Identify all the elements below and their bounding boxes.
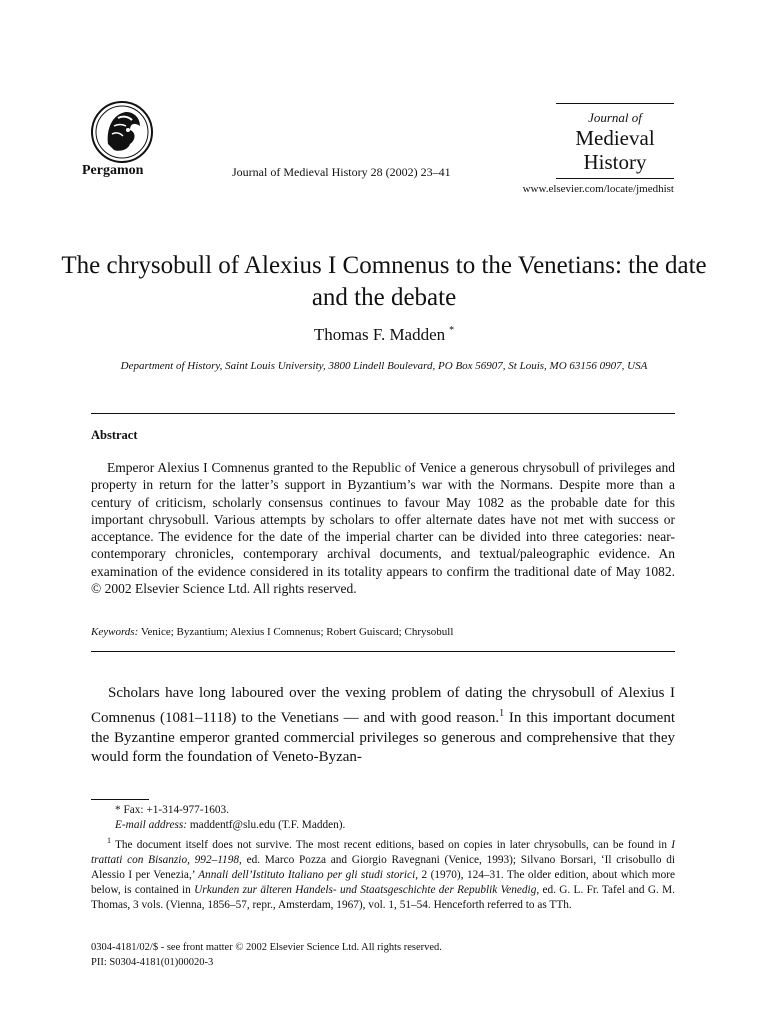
email-label: E-mail address:	[115, 819, 188, 831]
body-paragraph	[91, 684, 675, 768]
footnote-italic-title: I trattati con Bisanzio, 992–1198	[91, 838, 675, 866]
abstract-top-rule	[91, 413, 675, 414]
footnote-1-mark: 1	[107, 836, 111, 845]
abstract-heading: Abstract	[91, 428, 138, 442]
copyright-block	[91, 940, 675, 970]
journal-citation: Journal of Medieval History 28 (2002) 23–41	[232, 165, 451, 179]
body-text-part: Scholars have long laboured over the vexing problem of dating the chrysobull of Alexius I Comnenus (1081–1118) to the Venetians — and with good reason.	[91, 685, 675, 726]
pii-line: PII: S0304-4181(01)00020-3	[91, 957, 214, 968]
pergamon-logo-icon	[90, 100, 154, 164]
abstract-text: Emperor Alexius I Comnenus granted to the Republic of Venice a generous chrysobull of privileges and property in return for the latter’s support in Byzantium’s war with the Normans. Despite more than a century of criticism, scholarly consensus continues to favour May 1082 as the probable date for this important chrysobull. Various attempts by scholars to offer alternate dates have not met with success or acceptance. The evidence for the date of the imperial charter can be divided into three categories: near-contemporary chronicles, contemporary archival documents, and textual/paleographic evidence. An examination of the evidence considered in its totality appears to confirm the traditional date of May 1082. © 2002 Elsevier Science Ltd. All rights reserved.	[91, 460, 675, 597]
footnote-text-part: , 2 (1970), 124–31. The older edition, about which more below, is contained in	[91, 868, 675, 896]
copyright-line: 0304-4181/02/$ - see front matter © 2002 Elsevier Science Ltd. All rights reserved.	[91, 942, 442, 953]
footnote-italic-title: Urkunden zur älteren Handels- und Staatsgeschichte der Republik Venedig	[194, 883, 537, 896]
email-address[interactable]: maddentf@slu.edu (T.F. Madden).	[187, 819, 346, 831]
footnote-fax	[91, 803, 675, 818]
footnote-ref-1[interactable]: 1	[499, 707, 505, 719]
footnote-text-part: , ed. G. L. Fr. Tafel and G. M. Thomas, 3 vols. (Vienna, 1856–57, repr., Amsterdam, 1967), vol. 1, 51–54. Henceforth referred to as TTh.	[91, 883, 676, 911]
journal-name-line-1: Medieval	[575, 126, 655, 150]
author-name: Thomas F. Madden	[313, 325, 446, 344]
footnote-1	[91, 833, 675, 913]
author-affiliation: Department of History, Saint Louis University, 3800 Lindell Boulevard, PO Box 56907, St Louis, MO 63156 0907, USA	[120, 360, 648, 372]
footnote-email	[91, 818, 675, 833]
article-title: The chrysobull of Alexius I Comnenus to the Venetians: the date and the debate	[61, 252, 707, 311]
body-text-part: In this important document the Byzantine emperor granted commercial privileges so generous and comprehensive that they would form the foundation of Veneto-Byzan-	[91, 709, 675, 766]
journal-masthead	[556, 103, 674, 174]
footnotes	[91, 803, 675, 913]
keywords-label: Keywords:	[91, 626, 139, 638]
fax-number: Fax: +1-314-977-1603.	[120, 804, 230, 816]
journal-name-line-2: History	[583, 150, 647, 174]
publisher-name: Pergamon	[82, 163, 144, 178]
footnote-text-part: , ed. Marco Pozza and Giorgio Ravegnani (Venice, 1993); Silvano Borsari, ‘Il crisobullo di Alessio I per Venezia,’	[91, 853, 676, 881]
journal-url[interactable]: www.elsevier.com/locate/jmedhist	[522, 183, 674, 195]
author-line	[60, 325, 708, 345]
footnote-star-mark: *	[115, 804, 121, 816]
journal-of-label: Journal of	[588, 110, 642, 125]
keywords-line	[91, 626, 675, 638]
footnote-rule	[91, 799, 149, 800]
keywords-list: Venice; Byzantium; Alexius I Comnenus; Robert Guiscard; Chrysobull	[140, 626, 454, 638]
footnote-italic-title: Annali dell’Istituto Italiano per gli studi storici	[198, 868, 416, 881]
abstract-bottom-rule	[91, 651, 675, 652]
masthead-divider	[556, 178, 674, 179]
footnote-text-part: The document itself does not survive. The most recent editions, based on copies in later chrysobulls, can be found in	[111, 838, 672, 851]
author-footnote-mark: *	[449, 325, 455, 337]
